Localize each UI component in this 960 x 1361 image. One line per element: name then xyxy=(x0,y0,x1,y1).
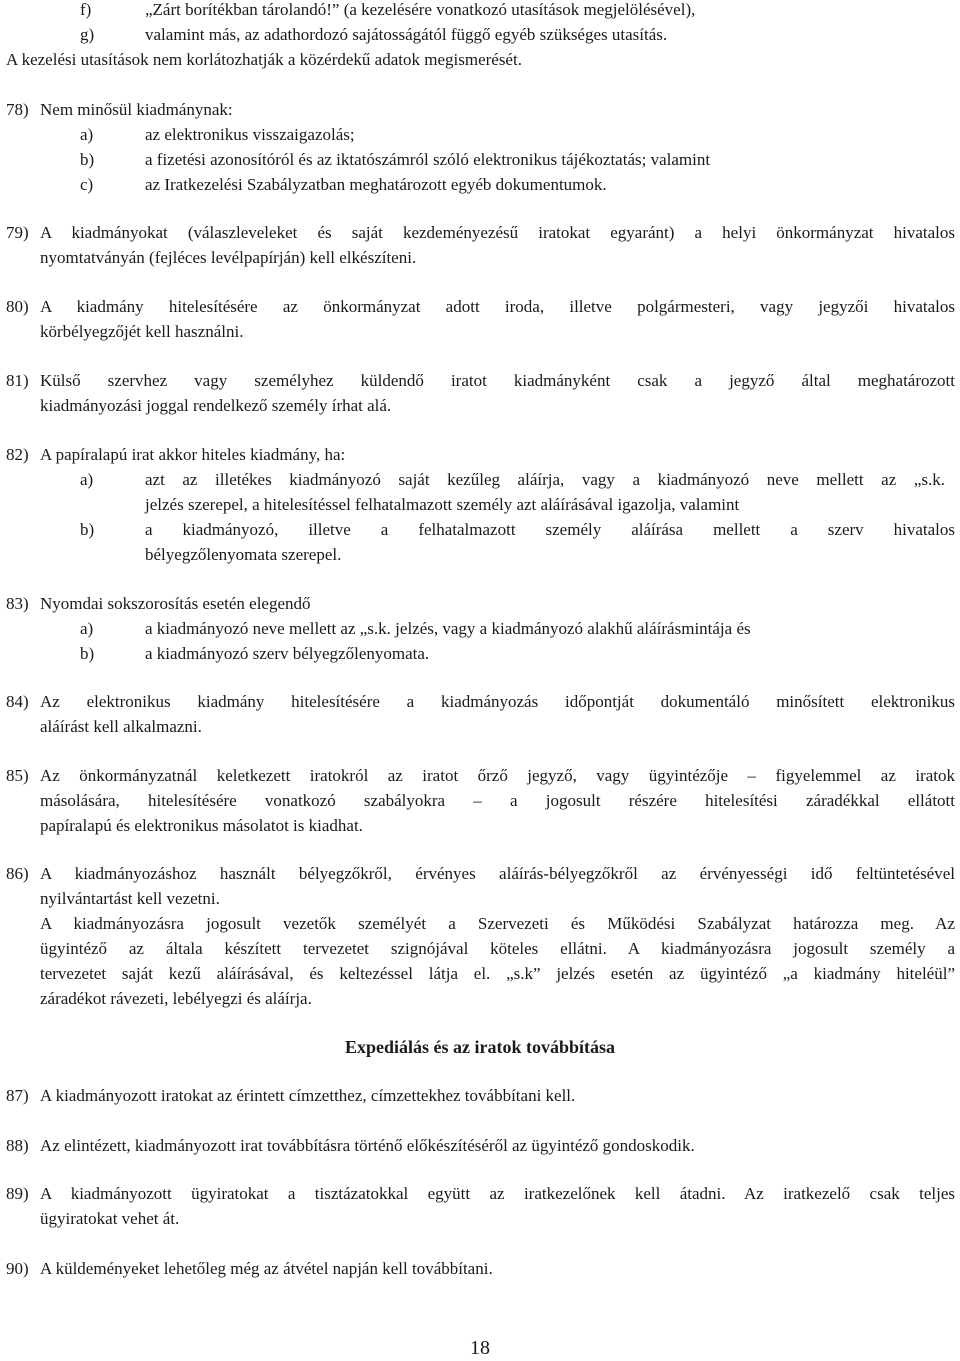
paragraph-number-89: 89) xyxy=(6,1184,29,1203)
page-number: 18 xyxy=(470,1337,490,1359)
paragraph-84-line-1: Az elektronikus kiadmány hitelesítésére a kiadmányozás időpontját dokumentáló minősített elektronikus xyxy=(40,692,955,711)
list-item-g: valamint más, az adathordozó sajátosságától függő egyéb szükséges utasítás. xyxy=(145,25,668,44)
list-item-82a-line-2: jelzés szerepel, a hitelesítéssel felhatalmazott személy azt aláírásával igazolja, valamint xyxy=(145,495,740,514)
paragraph-86-line-4: ügyintéző az általa készített tervezetet szignójával köteles ellátni. A kiadmányozásra jogosult személy a xyxy=(40,939,955,958)
paragraph-number-80: 80) xyxy=(6,297,29,316)
list-label-83a: a) xyxy=(80,619,94,638)
list-item-78a: az elektronikus visszaigazolás; xyxy=(145,125,355,144)
list-label-83b: b) xyxy=(80,644,95,663)
paragraph-81-line-2: kiadmányozási joggal rendelkező személy írhat alá. xyxy=(40,396,392,415)
paragraph-89-line-2: ügyiratokat vehet át. xyxy=(40,1209,180,1228)
list-item-83b: a kiadmányozó szerv bélyegzőlenyomata. xyxy=(145,644,430,663)
list-label-78b: b) xyxy=(80,150,95,169)
list-item-83a: a kiadmányozó neve mellett az „s.k. jelzés, vagy a kiadmányozó alakhű aláírásmintája és xyxy=(145,619,751,638)
list-item-78b: a fizetési azonosítóról és az iktatószámról szóló elektronikus tájékoztatás; valamint xyxy=(145,150,711,169)
paragraph-86-line-3: A kiadmányozásra jogosult vezetők személyét a Szervezeti és Működési Szabályzat határozza meg. Az xyxy=(40,914,955,933)
paragraph-81-line-1: Külső szervhez vagy személyhez küldendő iratot kiadmányként csak a jegyző által meghatározott xyxy=(40,371,955,390)
paragraph-80-line-1: A kiadmány hitelesítésére az önkormányzat adott iroda, illetve polgármesteri, vagy jegyzői hivatalos xyxy=(40,297,955,316)
paragraph-number-90: 90) xyxy=(6,1259,29,1278)
paragraph-82: A papíralapú irat akkor hiteles kiadmány, ha: xyxy=(40,445,346,464)
paragraph-number-82: 82) xyxy=(6,445,29,464)
paragraph-79-line-1: A kiadmányokat (válaszleveleket és saját kezdeményezésű iratokat egyaránt) a helyi önkormányzat hivatalos xyxy=(40,223,955,242)
paragraph-86-line-1: A kiadmányozáshoz használt bélyegzőkről, érvényes aláírás-bélyegzőkről az érvényességi idő feltüntetésével xyxy=(40,864,955,883)
paragraph-90: A küldeményeket lehetőleg még az átvétel napján kell továbbítani. xyxy=(40,1259,493,1278)
list-label-78c: c) xyxy=(80,175,94,194)
paragraph-88: Az elintézett, kiadmányozott irat továbbításra történő előkészítéséről az ügyintéző gondoskodik. xyxy=(40,1136,695,1155)
list-label-82a: a) xyxy=(80,470,94,489)
paragraph-number-84: 84) xyxy=(6,692,29,711)
paragraph-79-line-2: nyomtatványán (fejléces levélpapírján) kell elkészíteni. xyxy=(40,248,417,267)
paragraph-86-line-6: záradékot rávezeti, lebélyegzi és aláírja. xyxy=(40,989,312,1008)
list-item-82b-line-1: a kiadmányozó, illetve a felhatalmazott személy aláírása mellett a szerv hivatalos xyxy=(145,520,955,539)
list-label-82b: b) xyxy=(80,520,95,539)
section-heading: Expediálás és az iratok továbbítása xyxy=(344,1037,616,1057)
paragraph-number-86: 86) xyxy=(6,864,29,883)
list-item-82b-line-2: bélyegzőlenyomata szerepel. xyxy=(145,545,342,564)
paragraph-number-85: 85) xyxy=(6,766,29,785)
paragraph-number-87: 87) xyxy=(6,1086,29,1105)
paragraph-87: A kiadmányozott iratokat az érintett címzetthez, címzettekhez továbbítani kell. xyxy=(40,1086,576,1105)
paragraph-85-line-2: másolására, hitelesítésére vonatkozó szabályokra – a jogosult részére hitelesítési záradékkal ellátott xyxy=(40,791,955,810)
paragraph-number-88: 88) xyxy=(6,1136,29,1155)
paragraph-closing: A kezelési utasítások nem korlátozhatják a közérdekű adatok megismerését. xyxy=(6,50,522,69)
list-label-78a: a) xyxy=(80,125,94,144)
paragraph-number-81: 81) xyxy=(6,371,29,390)
paragraph-78: Nem minősül kiadmánynak: xyxy=(40,100,233,119)
paragraph-89-line-1: A kiadmányozott ügyiratokat a tisztázatokkal együtt az iratkezelőnek kell átadni. Az iratkezelő csak teljes xyxy=(40,1184,955,1203)
paragraph-86-line-2: nyilvántartást kell vezetni. xyxy=(40,889,220,908)
list-item-f: „Zárt borítékban tárolandó!” (a kezelésére vonatkozó utasítások megjelölésével), xyxy=(145,0,696,19)
list-item-78c: az Iratkezelési Szabályzatban meghatározott egyéb dokumentumok. xyxy=(145,175,607,194)
list-item-82a-line-1: azt az illetékes kiadmányozó saját kezűleg aláírja, vagy a kiadmányozó neve mellett az „s.k. xyxy=(145,470,945,489)
paragraph-number-78: 78) xyxy=(6,100,29,119)
paragraph-80-line-2: körbélyegzőjét kell használni. xyxy=(40,322,244,341)
paragraph-85-line-3: papíralapú és elektronikus másolatot is kiadhat. xyxy=(40,816,363,835)
paragraph-number-83: 83) xyxy=(6,594,29,613)
paragraph-83: Nyomdai sokszorosítás esetén elegendő xyxy=(40,594,311,613)
list-label-g: g) xyxy=(80,25,95,44)
paragraph-85-line-1: Az önkormányzatnál keletkezett iratokról az iratot őrző jegyző, vagy ügyintézője – figyelemmel az iratok xyxy=(40,766,955,785)
paragraph-number-79: 79) xyxy=(6,223,29,242)
paragraph-84-line-2: aláírást kell alkalmazni. xyxy=(40,717,202,736)
list-label-f: f) xyxy=(80,0,92,19)
paragraph-86-line-5: tervezetet saját kezű aláírásával, és keltezéssel látja el. „s.k” jelzés esetén az ügyintéző „a kiadmány hiteléül” xyxy=(40,964,955,983)
